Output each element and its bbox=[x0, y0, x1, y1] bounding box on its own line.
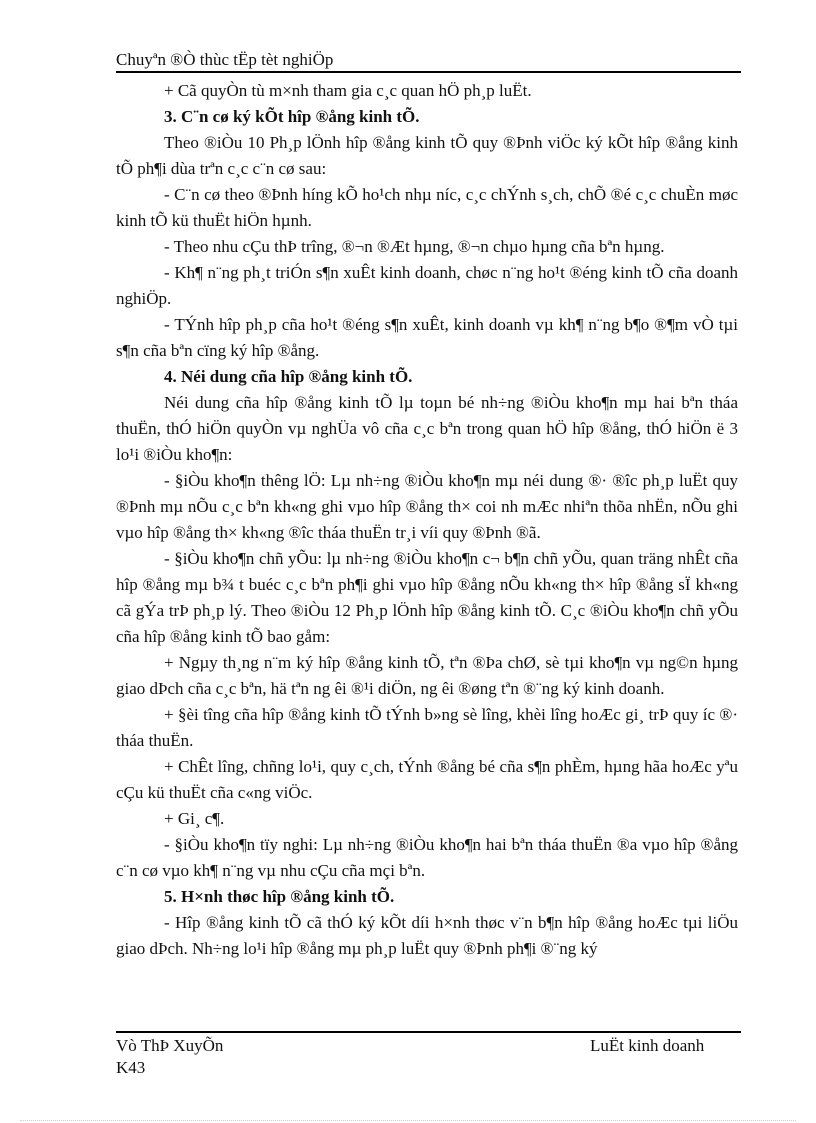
section-heading: 3. C¨n cø ký kÕt hîp ®ång kinh tÕ. bbox=[164, 107, 420, 126]
body-paragraph: - TÝnh hîp ph¸p cña ho¹t ®éng s¶n xuÊt, kinh doanh vµ kh¶ n¨ng b¶o ®¶m vÒ tµi s¶n cña bªn cïng ký hîp ®ång. bbox=[116, 315, 738, 360]
page-header bbox=[116, 50, 740, 70]
body-paragraph: Theo ®iÒu 10 Ph¸p lÖnh hîp ®ång kinh tÕ quy ®Þnh viÖc ký kÕt hîp ®ång kinh tÕ ph¶i dùa trªn c¸c c¨n cø sau: bbox=[116, 133, 738, 178]
footer-author: Vò ThÞ XuyÕn bbox=[116, 1036, 224, 1055]
section-heading: 4. Néi dung cña hîp ®ång kinh tÕ. bbox=[164, 367, 413, 386]
body-paragraph: + Ngµy th¸ng n¨m ký hîp ®ång kinh tÕ, tªn ®Þa chØ, sè tµi kho¶n vµ ng©n hµng giao dÞch cña c¸c bªn, hä tªn ng êi ®¹i diÖn, ng êi ®øng tªn ®¨ng ký kinh doanh. bbox=[116, 653, 738, 698]
footer-class: K43 bbox=[116, 1058, 146, 1077]
body-paragraph: + §èi tîng cña hîp ®ång kinh tÕ tÝnh b»ng sè lîng, khèi lîng hoÆc gi¸ trÞ quy íc ®· tháa thuËn. bbox=[116, 705, 738, 750]
footer-divider bbox=[116, 1031, 741, 1033]
body-paragraph: + ChÊt lîng, chñng lo¹i, quy c¸ch, tÝnh ®ång bé cña s¶n phÈm, hµng hãa hoÆc yªu cÇu kü thuËt cña c«ng viÖc. bbox=[116, 757, 738, 802]
section-heading: 5. H×nh thøc hîp ®ång kinh tÕ. bbox=[164, 887, 395, 906]
body-paragraph: Néi dung cña hîp ®ång kinh tÕ lµ toµn bé nh÷ng ®iÒu kho¶n mµ hai bªn tháa thuËn, thÓ hiÖn quyÒn vµ nghÜa vô cña c¸c bªn trong quan hÖ hîp ®ång, thÓ hiÖn ë 3 lo¹i ®iÒu kho¶n: bbox=[116, 393, 738, 464]
footer-subject: LuËt kinh doanh bbox=[590, 1036, 705, 1055]
footer-author-block bbox=[116, 1035, 223, 1079]
body-paragraph: - Theo nhu cÇu thÞ trîng, ®¬n ®Æt hµng, ®¬n chµo hµng cña bªn hµng. bbox=[164, 237, 665, 256]
header-divider bbox=[116, 71, 741, 73]
body-paragraph: + Gi¸ c¶. bbox=[164, 809, 225, 828]
body-paragraph: + Cã quyÒn tù m×nh tham gia c¸c quan hÖ ph¸p luËt. bbox=[164, 81, 532, 100]
body-paragraph: - §iÒu kho¶n thêng lÖ: Lµ nh÷ng ®iÒu kho¶n mµ néi dung ®· ®îc ph¸p luËt quy ®Þnh mµ nÕu c¸c bªn kh«ng ghi vµo hîp ®ång th× coi nh mÆc nhiªn thõa nhËn, nÕu ghi vµo hîp ®ång th× kh«ng ®îc tháa thuËn tr¸i víi quy ®Þnh ®ã. bbox=[116, 471, 738, 542]
body-paragraph: - §iÒu kho¶n tïy nghi: Lµ nh÷ng ®iÒu kho¶n hai bªn tháa thuËn ®a vµo hîp ®ång c¨n cø vµo kh¶ n¨ng vµ nhu cÇu cña mçi bªn. bbox=[116, 835, 738, 880]
body-paragraph: - C¨n cø theo ®Þnh híng kÕ ho¹ch nhµ níc, c¸c chÝnh s¸ch, chÕ ®é c¸c chuÈn møc kinh tÕ kü thuËt hiÖn hµnh. bbox=[116, 185, 738, 230]
document-body bbox=[116, 78, 738, 962]
page-bottom-divider bbox=[20, 1120, 796, 1121]
body-paragraph: - Hîp ®ång kinh tÕ cã thÓ ký kÕt díi h×nh thøc v¨n b¶n hîp ®ång hoÆc tµi liÖu giao dÞch. Nh÷ng lo¹i hîp ®ång mµ ph¸p luËt quy ®Þnh ph¶i ®¨ng ký bbox=[116, 913, 738, 958]
body-paragraph: - Kh¶ n¨ng ph¸t triÓn s¶n xuÊt kinh doanh, chøc n¨ng ho¹t ®éng kinh tÕ cña doanh nghiÖp. bbox=[116, 263, 738, 308]
document-title: Chuyªn ®Ò thùc tËp tèt nghiÖp bbox=[116, 50, 334, 69]
body-paragraph: - §iÒu kho¶n chñ yÕu: lµ nh÷ng ®iÒu kho¶n c¬ b¶n chñ yÕu, quan träng nhÊt cña hîp ®ång mµ b¾ t buéc c¸c bªn ph¶i ghi vµo hîp ®ång nÕu kh«ng th× hîp ®ång sÏ kh«ng cã gÝa trÞ ph¸p lý. Theo ®iÒu 12 Ph¸p lÖnh hîp ®ång kinh tÕ. C¸c ®iÒu kho¶n chñ yÕu cña hîp ®ång kinh tÕ bao gåm: bbox=[116, 549, 738, 646]
